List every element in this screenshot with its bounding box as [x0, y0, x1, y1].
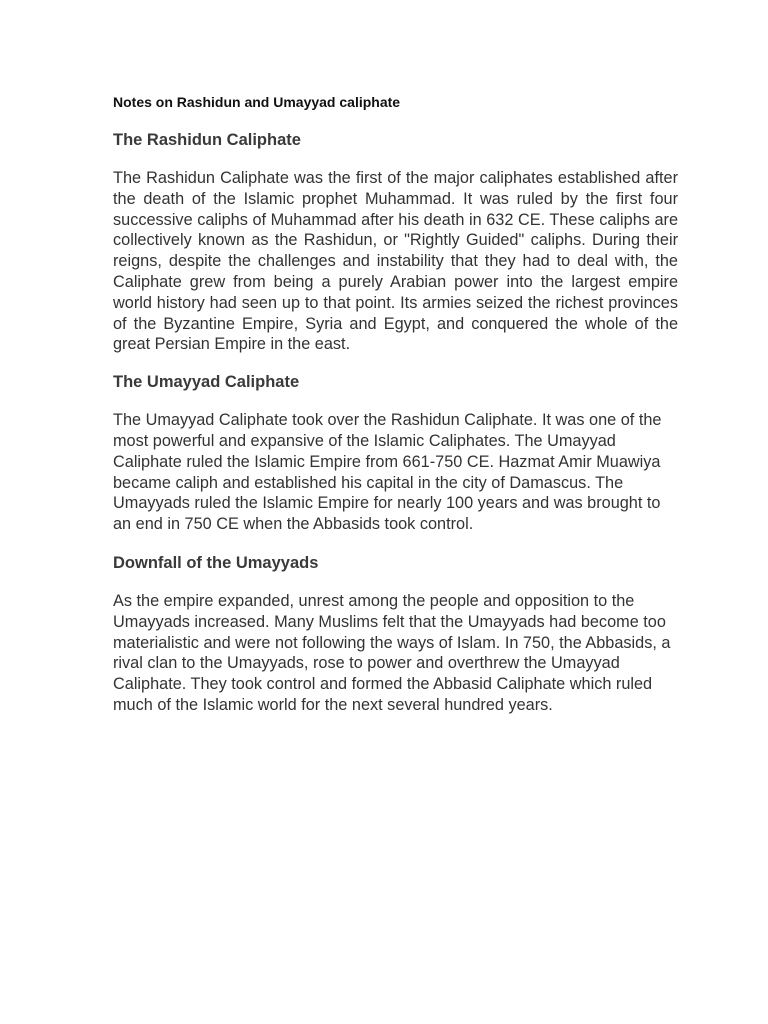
document-title: Notes on Rashidun and Umayyad caliphate [113, 94, 401, 110]
section-heading-rashidun: The Rashidun Caliphate [113, 131, 301, 149]
document-page [113, 93, 678, 716]
paragraph-umayyad: The Umayyad Caliphate took over the Rashidun Caliphate. It was one of the most powerful and expansive of the Islamic Caliphates. The Umayyad Caliphate ruled the Islamic Empire from 661-750 CE. Hazmat Amir Muawiya became caliph and established his capital in the city of Damascus. The Umayyads ruled the Islamic Empire for nearly 100 years and was brought to an end in 750 CE when the Abbasids took control. [113, 411, 662, 534]
section-heading-umayyad: The Umayyad Caliphate [113, 373, 300, 392]
section-heading-downfall: Downfall of the Umayyads [113, 553, 319, 572]
paragraph-downfall: As the empire expanded, unrest among the people and opposition to the Umayyads increased. Many Muslims felt that the Umayyads had become too materialistic and were not following the ways of Islam. In 750, the Abbasids, a rival clan to the Umayyads, rose to power and overthrew the Umayyad Caliphate. They took control and formed the Abbasid Caliphate which ruled much of the Islamic world for the next several hundred years. [113, 591, 671, 714]
paragraph-rashidun: The Rashidun Caliphate was the first of the major caliphates established after the death of the Islamic prophet Muhammad. It was ruled by the first four successive caliphs of Muhammad after his death in 632 CE. These caliphs are collectively known as the Rashidun, or "Rightly Guided" caliphs. During their reigns, despite the challenges and instability that they had to deal with, the Caliphate grew from being a purely Arabian power into the largest empire world history had seen up to that point. Its armies seized the richest provinces of the Byzantine Empire, Syria and Egypt, and conquered the whole of the great Persian Empire in the east. [113, 169, 678, 354]
